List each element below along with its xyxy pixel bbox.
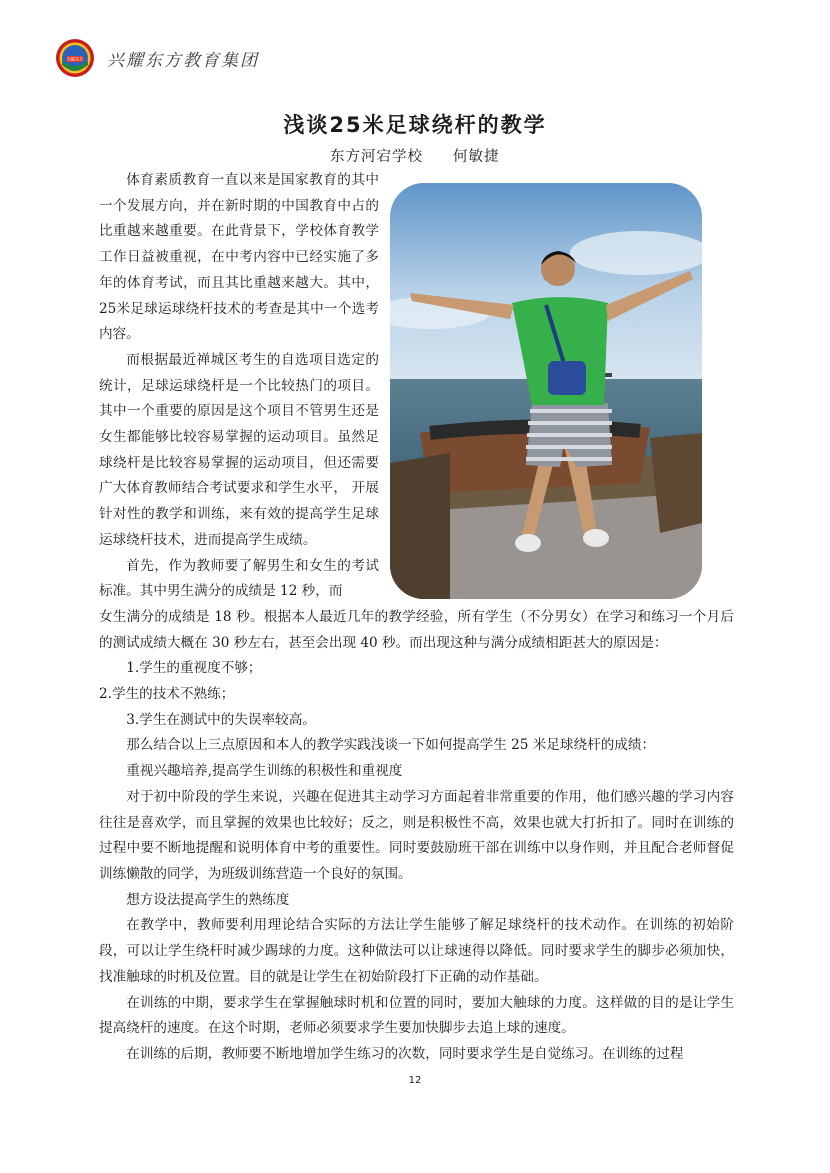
- section-heading: 重视兴趣培养,提高学生训练的积极性和重视度: [126, 763, 403, 780]
- article-body: [99, 168, 734, 1068]
- section-heading: 想方设法提高学生的熟练度: [126, 891, 290, 908]
- list-item: 1.学生的重视度不够；: [126, 660, 262, 677]
- article-title: 浅谈25米足球绕杆的教学: [283, 113, 547, 137]
- paragraph: 女生满分的成绩是 18 秒。根据本人最近几年的教学经验，所有学生（不分男女）在学习和练习一个月后的测试成绩大概在 30 秒左右，甚至会出现 40 秒。而出现这种与满分成绩相距甚大的原因是：: [99, 608, 734, 651]
- paragraph: 那么结合以上三点原因和本人的教学实践浅谈一下如何提高学生 25 米足球绕杆的成绩：: [126, 737, 656, 754]
- page-number: 12: [408, 1075, 422, 1086]
- school-logo: [55, 38, 95, 78]
- list-item: 2.学生的技术不熟练；: [99, 686, 235, 703]
- paragraph: 在训练的中期，要求学生在掌握触球时机和位置的同时，要加大触球的力度。这样做的目的是让学生提高绕杆的速度。在这个时期，老师必须要求学生要加快脚步去追上球的速度。: [99, 994, 734, 1037]
- paragraph: 在训练的后期，教师要不断地增加学生练习的次数，同时要求学生是自觉练习。在训练的过程: [126, 1045, 684, 1062]
- list-item: 3.学生在测试中的失误率较高。: [126, 711, 316, 728]
- paragraph: 在教学中，教师要利用理论结合实际的方法让学生能够了解足球绕杆的技术动作。在训练的初始阶段，可以让学生绕杆时减少踢球的力度。这种做法可以让球速得以降低。同时要求学生的脚步必须加快，找准触球的时机及位置。目的就是让学生在初始阶段打下正确的动作基础。: [99, 917, 734, 985]
- page-header: [55, 36, 259, 80]
- logo-text: 兴耀东方: [66, 56, 84, 62]
- paragraph: 而根据最近禅城区考生的自选项目选定的统计，足球运球绕杆是一个比较热门的项目。其中一个重要的原因是这个项目不管男生还是女生都能够比较容易掌握的运动项目。虽然足球绕杆是比较容易掌握的运动项目，但还需要广大体育教师结合考试要求和学生水平， 开展针对性的教学和训练，来有效的提高学生足球运球绕杆技术，进而提高学生成绩。: [99, 351, 379, 548]
- byline: [330, 145, 500, 166]
- organization-name: 兴耀东方教育集团: [107, 50, 259, 71]
- author-name: 何敏捷: [453, 149, 500, 165]
- paragraph: 对于初中阶段的学生来说，兴趣在促进其主动学习方面起着非常重要的作用，他们感兴趣的学习内容往往是喜欢学，而且掌握的效果也比较好；反之，则是积极性不高，效果也就大打折扣了。同时在训练的过程中要不断地提醒和说明体育中考的重要性。同时要鼓励班干部在训练中以身作则，并且配合老师督促训练懒散的同学，为班级训练营造一个良好的氛围。: [99, 788, 734, 882]
- school-name: 东方河宕学校: [330, 149, 423, 165]
- paragraph: 首先，作为教师要了解男生和女生的考试标准。其中男生满分的成绩是 12 秒，而: [99, 557, 379, 600]
- paragraph: 体育素质教育一直以来是国家教育的其中一个发展方向，并在新时期的中国教育中占的比重越来越重要。在此背景下，学校体育教学工作日益被重视，在中考内容中已经实施了多年的体育考试，而且其比重越来越大。其中， 25米足球运球绕杆技术的考查是其中一个选考内容。: [99, 172, 379, 343]
